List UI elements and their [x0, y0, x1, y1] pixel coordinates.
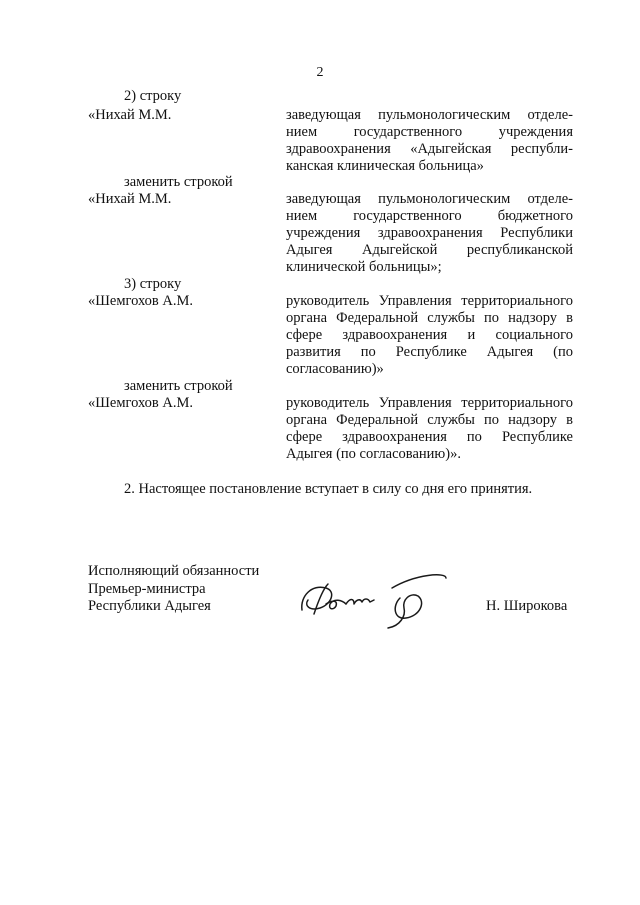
entry-label: заменить строкой: [124, 174, 233, 190]
entry-label: 3) строку: [124, 276, 182, 292]
description-line: сфере здравоохранения и социального: [286, 327, 573, 343]
entry-name: «Шемгохов А.М.: [88, 395, 193, 411]
page-number: 2: [316, 65, 324, 80]
entry-name: «Нихай М.М.: [88, 191, 172, 207]
entry-name: «Нихай М.М.: [88, 107, 172, 123]
description-line: здравоохранения «Адыгейская республи-: [286, 141, 573, 157]
entry-label: 2) строку: [124, 88, 182, 104]
description-line: клинической больницы»;: [286, 259, 442, 275]
description-line: руководитель Управления территориального: [286, 293, 573, 309]
description-line: Адыгея (по согласованию)».: [286, 446, 461, 462]
description-line: Адыгея Адыгейской республиканской: [286, 242, 573, 258]
description-line: канская клиническая больница»: [286, 158, 484, 174]
entry-description: [286, 293, 573, 378]
entry-description: [286, 395, 573, 463]
signatory-title-line: Республики Адыгея: [88, 598, 211, 614]
description-line: согласованию)»: [286, 361, 384, 377]
description-line: нием государственного бюджетного: [286, 208, 573, 224]
signatory-title-line: Исполняющий обязанности: [88, 563, 260, 579]
entry-description: [286, 191, 573, 276]
description-line: органа Федеральной службы по надзору в: [286, 412, 573, 428]
description-line: развития по Республике Адыгея (по: [286, 344, 573, 360]
description-line: сфере здравоохранения по Республике: [286, 429, 573, 445]
signatory-title: [88, 563, 259, 616]
description-line: заведующая пульмонологическим отделе-: [286, 191, 573, 207]
signer-name: Н. Широкова: [486, 598, 568, 614]
handwritten-signature: [296, 566, 456, 638]
entry-label: заменить строкой: [124, 378, 233, 394]
description-line: руководитель Управления территориального: [286, 395, 573, 411]
description-line: органа Федеральной службы по надзору в: [286, 310, 573, 326]
signatory-title-line: Премьер-министра: [88, 580, 206, 597]
paragraph-effective-date: 2. Настоящее постановление вступает в силу со дня его принятия.: [124, 481, 533, 497]
description-line: учреждения здравоохранения Республики: [286, 225, 573, 241]
description-line: нием государственного учреждения: [286, 124, 573, 140]
description-line: заведующая пульмонологическим отделе-: [286, 107, 573, 123]
entry-name: «Шемгохов А.М.: [88, 293, 193, 309]
entry-description: [286, 107, 573, 175]
